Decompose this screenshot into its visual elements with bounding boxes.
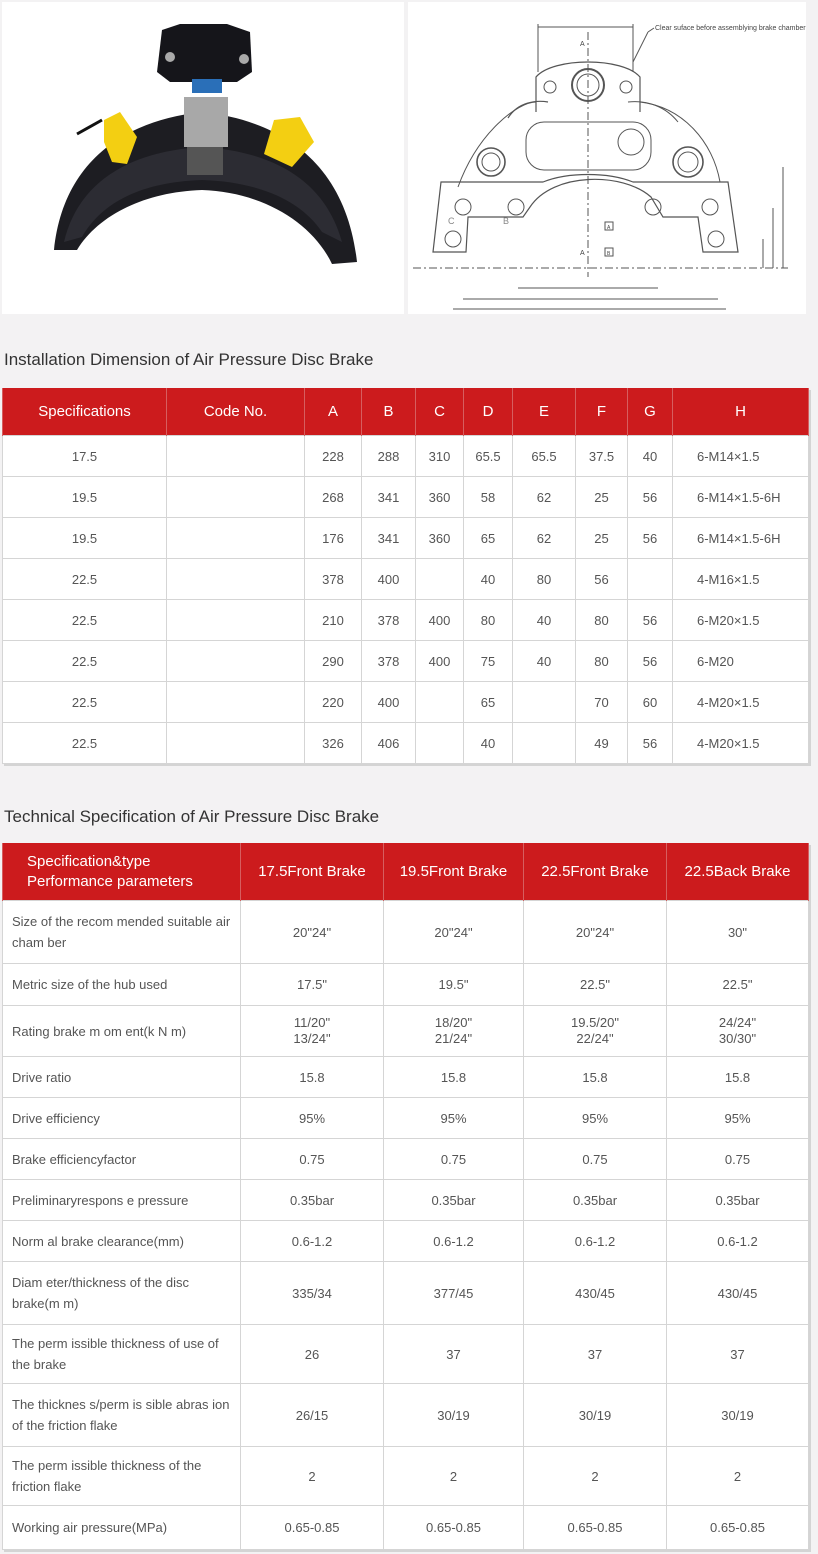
installation-cell: 58 <box>464 477 513 518</box>
spec-value: 20"24" <box>524 901 667 964</box>
installation-cell: 378 <box>305 559 362 600</box>
installation-cell: 290 <box>305 641 362 682</box>
col-22-5-front: 22.5Front Brake <box>524 843 667 901</box>
installation-cell <box>628 559 673 600</box>
spec-value: 20"24" <box>241 901 384 964</box>
spec-value: 430/45 <box>667 1262 809 1325</box>
installation-cell: 60 <box>628 682 673 723</box>
parameter-label: Norm al brake clearance(mm) <box>3 1221 241 1262</box>
installation-cell: 19.5 <box>3 518 167 559</box>
installation-cell: 56 <box>628 518 673 559</box>
spec-value <box>241 1006 384 1057</box>
installation-cell: 210 <box>305 600 362 641</box>
installation-cell: 40 <box>464 559 513 600</box>
installation-cell: 4-M16×1.5 <box>673 559 809 600</box>
col-parameters <box>3 843 241 901</box>
spec-value: 0.65-0.85 <box>384 1506 524 1550</box>
installation-cell: 62 <box>513 477 576 518</box>
installation-cell: 56 <box>628 477 673 518</box>
spec-value: 95% <box>384 1098 524 1139</box>
installation-cell: 406 <box>362 723 416 764</box>
installation-cell <box>167 600 305 641</box>
spec-value: 30/19 <box>667 1384 809 1447</box>
parameter-label: Preliminaryrespons e pressure <box>3 1180 241 1221</box>
spec-value: 0.65-0.85 <box>524 1506 667 1550</box>
technical-row <box>3 1262 809 1325</box>
installation-row <box>3 436 809 477</box>
col-d: D <box>464 388 513 436</box>
col-g: G <box>628 388 673 436</box>
spec-value: 0.75 <box>384 1139 524 1180</box>
spec-value <box>667 1006 809 1057</box>
header-performance-params: Performance parameters <box>27 872 193 890</box>
installation-cell: 49 <box>576 723 628 764</box>
spec-value: 335/34 <box>241 1262 384 1325</box>
spec-value-line: 13/24" <box>293 1031 331 1046</box>
parameter-label: Size of the recom mended suitable air cham ber <box>3 901 241 964</box>
spec-value: 30/19 <box>524 1384 667 1447</box>
installation-cell: 341 <box>362 518 416 559</box>
header-spec-type: Specification&type <box>27 852 151 870</box>
technical-row <box>3 1506 809 1550</box>
parameter-label: Rating brake m om ent(k N m) <box>3 1006 241 1057</box>
technical-row <box>3 1325 809 1384</box>
spec-value: 30" <box>667 901 809 964</box>
installation-cell: 22.5 <box>3 723 167 764</box>
installation-cell: 62 <box>513 518 576 559</box>
installation-cell <box>167 723 305 764</box>
installation-cell: 80 <box>576 600 628 641</box>
installation-cell: 228 <box>305 436 362 477</box>
installation-cell <box>416 723 464 764</box>
spec-value: 22.5" <box>667 964 809 1006</box>
installation-cell: 65 <box>464 682 513 723</box>
col-c: C <box>416 388 464 436</box>
installation-cell: 400 <box>362 559 416 600</box>
drawing-box-b: B <box>607 251 611 257</box>
technical-row <box>3 1139 809 1180</box>
installation-cell: 22.5 <box>3 682 167 723</box>
installation-cell: 378 <box>362 600 416 641</box>
spec-value: 0.75 <box>524 1139 667 1180</box>
technical-drawing <box>408 2 806 314</box>
installation-cell: 22.5 <box>3 559 167 600</box>
installation-cell: 56 <box>628 641 673 682</box>
installation-cell: 268 <box>305 477 362 518</box>
installation-cell: 56 <box>628 723 673 764</box>
installation-cell <box>167 682 305 723</box>
installation-cell: 40 <box>513 600 576 641</box>
technical-row <box>3 964 809 1006</box>
installation-cell <box>167 559 305 600</box>
col-code-no: Code No. <box>167 388 305 436</box>
col-f: F <box>576 388 628 436</box>
drawing-label-b: B <box>503 216 510 226</box>
drawing-box-a: A <box>607 225 611 231</box>
col-b: B <box>362 388 416 436</box>
installation-cell: 6-M20 <box>673 641 809 682</box>
spec-value-line: 11/20" <box>293 1015 331 1030</box>
parameter-label: Metric size of the hub used <box>3 964 241 1006</box>
installation-cell: 65.5 <box>513 436 576 477</box>
spec-value-line: 24/24" <box>718 1015 757 1030</box>
installation-row <box>3 641 809 682</box>
technical-row <box>3 1057 809 1098</box>
spec-value: 0.75 <box>241 1139 384 1180</box>
spec-value: 430/45 <box>524 1262 667 1325</box>
parameter-label: The perm issible thickness of use of the brake <box>3 1325 241 1384</box>
installation-cell: 326 <box>305 723 362 764</box>
spec-value-line: 22/24" <box>576 1031 614 1046</box>
spec-value: 37 <box>384 1325 524 1384</box>
drawing-label-c: C <box>448 216 455 226</box>
spec-value <box>384 1006 524 1057</box>
spec-value: 20"24" <box>384 901 524 964</box>
installation-cell: 17.5 <box>3 436 167 477</box>
installation-cell: 341 <box>362 477 416 518</box>
installation-cell: 40 <box>628 436 673 477</box>
installation-cell: 80 <box>576 641 628 682</box>
installation-row <box>3 518 809 559</box>
spec-value-line: 30/30" <box>718 1031 757 1046</box>
spec-value: 95% <box>667 1098 809 1139</box>
spec-value: 26 <box>241 1325 384 1384</box>
spec-value: 377/45 <box>384 1262 524 1325</box>
spec-value: 2 <box>667 1447 809 1506</box>
installation-cell: 22.5 <box>3 641 167 682</box>
spec-value: 15.8 <box>524 1057 667 1098</box>
spec-value-line: 18/20" <box>434 1015 473 1030</box>
technical-row <box>3 1384 809 1447</box>
spec-value: 15.8 <box>384 1057 524 1098</box>
spec-value: 0.65-0.85 <box>241 1506 384 1550</box>
parameter-label: Drive efficiency <box>3 1098 241 1139</box>
drawing-label-a-bottom: A <box>580 250 585 257</box>
installation-cell: 37.5 <box>576 436 628 477</box>
drawing-note: Clear suface before assemblying brake chamber <box>655 25 806 32</box>
spec-value: 2 <box>241 1447 384 1506</box>
spec-value: 0.6-1.2 <box>667 1221 809 1262</box>
col-a: A <box>305 388 362 436</box>
installation-cell <box>167 436 305 477</box>
spec-value: 2 <box>384 1447 524 1506</box>
installation-cell: 19.5 <box>3 477 167 518</box>
spec-value: 0.35bar <box>384 1180 524 1221</box>
spec-value: 15.8 <box>241 1057 384 1098</box>
spec-value: 95% <box>524 1098 667 1139</box>
spec-value: 0.35bar <box>524 1180 667 1221</box>
spec-value: 2 <box>524 1447 667 1506</box>
installation-row <box>3 559 809 600</box>
parameter-label: Drive ratio <box>3 1057 241 1098</box>
spec-value-line: 21/24" <box>434 1031 473 1046</box>
installation-cell: 6-M20×1.5 <box>673 600 809 641</box>
installation-cell: 400 <box>416 600 464 641</box>
installation-cell <box>167 641 305 682</box>
spec-value: 37 <box>524 1325 667 1384</box>
installation-row <box>3 723 809 764</box>
installation-cell: 70 <box>576 682 628 723</box>
installation-cell: 220 <box>305 682 362 723</box>
parameter-label: The thicknes s/perm is sible abras ion of the friction flake <box>3 1384 241 1447</box>
installation-cell: 360 <box>416 477 464 518</box>
spec-value: 0.6-1.2 <box>384 1221 524 1262</box>
installation-cell: 6-M14×1.5-6H <box>673 518 809 559</box>
installation-cell <box>167 518 305 559</box>
installation-cell <box>513 723 576 764</box>
spec-value <box>524 1006 667 1057</box>
installation-table <box>2 388 809 764</box>
installation-cell: 65.5 <box>464 436 513 477</box>
installation-cell: 6-M14×1.5-6H <box>673 477 809 518</box>
technical-row <box>3 1180 809 1221</box>
technical-table <box>2 843 809 1550</box>
spec-value: 0.35bar <box>667 1180 809 1221</box>
spec-value: 30/19 <box>384 1384 524 1447</box>
spec-value: 15.8 <box>667 1057 809 1098</box>
technical-row <box>3 1006 809 1057</box>
installation-row <box>3 682 809 723</box>
spec-value: 19.5" <box>384 964 524 1006</box>
installation-cell: 4-M20×1.5 <box>673 723 809 764</box>
installation-cell: 75 <box>464 641 513 682</box>
col-17-5-front: 17.5Front Brake <box>241 843 384 901</box>
installation-cell: 310 <box>416 436 464 477</box>
brake-caliper-photo <box>2 2 404 314</box>
parameter-label: Diam eter/thickness of the disc brake(m m) <box>3 1262 241 1325</box>
spec-value: 0.65-0.85 <box>667 1506 809 1550</box>
technical-row <box>3 1098 809 1139</box>
installation-cell <box>416 559 464 600</box>
drawing-label-a-top: A <box>580 41 585 48</box>
parameter-label: Working air pressure(MPa) <box>3 1506 241 1550</box>
installation-row <box>3 477 809 518</box>
installation-cell: 360 <box>416 518 464 559</box>
installation-cell: 400 <box>416 641 464 682</box>
technical-row <box>3 1221 809 1262</box>
installation-cell <box>167 477 305 518</box>
col-h: H <box>673 388 809 436</box>
spec-value: 17.5" <box>241 964 384 1006</box>
installation-cell: 378 <box>362 641 416 682</box>
col-22-5-back: 22.5Back Brake <box>667 843 809 901</box>
installation-cell: 40 <box>464 723 513 764</box>
product-images <box>0 0 818 318</box>
installation-cell: 80 <box>513 559 576 600</box>
installation-cell: 4-M20×1.5 <box>673 682 809 723</box>
installation-cell: 176 <box>305 518 362 559</box>
parameter-label: Brake efficiencyfactor <box>3 1139 241 1180</box>
spec-value: 0.35bar <box>241 1180 384 1221</box>
col-19-5-front: 19.5Front Brake <box>384 843 524 901</box>
installation-cell <box>416 682 464 723</box>
spec-value-line: 19.5/20" <box>571 1015 619 1030</box>
caliper-dimension-drawing <box>408 2 806 314</box>
spec-value: 37 <box>667 1325 809 1384</box>
brake-caliper-illustration <box>2 2 404 314</box>
spec-value: 22.5" <box>524 964 667 1006</box>
installation-cell: 65 <box>464 518 513 559</box>
col-e: E <box>513 388 576 436</box>
col-specifications: Specifications <box>3 388 167 436</box>
spec-value: 0.75 <box>667 1139 809 1180</box>
spec-value: 0.6-1.2 <box>241 1221 384 1262</box>
technical-row <box>3 901 809 964</box>
installation-cell: 80 <box>464 600 513 641</box>
technical-row <box>3 1447 809 1506</box>
installation-cell: 22.5 <box>3 600 167 641</box>
installation-title: Installation Dimension of Air Pressure Disc Brake <box>4 350 374 369</box>
installation-cell: 56 <box>628 600 673 641</box>
spec-value: 26/15 <box>241 1384 384 1447</box>
installation-cell <box>513 682 576 723</box>
spec-value: 0.6-1.2 <box>524 1221 667 1262</box>
installation-cell: 25 <box>576 477 628 518</box>
technical-title: Technical Specification of Air Pressure Disc Brake <box>4 807 380 826</box>
installation-cell: 400 <box>362 682 416 723</box>
installation-cell: 288 <box>362 436 416 477</box>
installation-cell: 56 <box>576 559 628 600</box>
installation-cell: 25 <box>576 518 628 559</box>
technical-header-row <box>3 843 809 901</box>
spec-value: 95% <box>241 1098 384 1139</box>
installation-cell: 40 <box>513 641 576 682</box>
installation-row <box>3 600 809 641</box>
installation-header-row <box>3 388 809 436</box>
parameter-label: The perm issible thickness of the friction flake <box>3 1447 241 1506</box>
installation-cell: 6-M14×1.5 <box>673 436 809 477</box>
